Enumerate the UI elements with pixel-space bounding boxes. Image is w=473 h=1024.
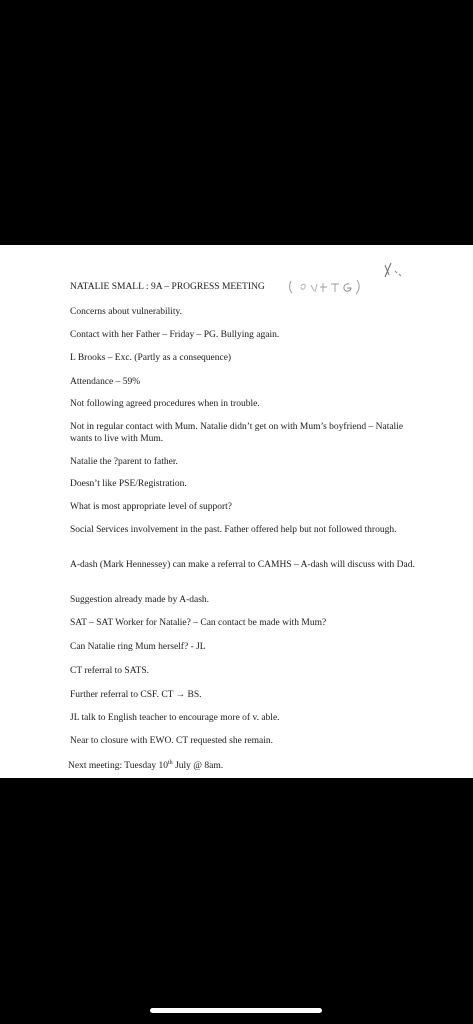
next-meeting-ordinal: th	[168, 760, 173, 766]
note-line: Further referral to CSF. CT → BS.	[70, 690, 202, 700]
note-line: What is most appropriate level of support?	[70, 502, 232, 512]
note-line: Can Natalie ring Mum herself? - JL	[70, 642, 206, 652]
note-line: SAT – SAT Worker for Natalie? – Can contact be made with Mum?	[70, 618, 327, 628]
document-title: NATALIE SMALL : 9A – PROGRESS MEETING	[70, 282, 265, 292]
next-meeting-line	[68, 757, 413, 772]
home-indicator[interactable]	[150, 1008, 322, 1013]
top-black-bar	[0, 0, 473, 245]
note-line: Near to closure with EWO. CT requested she remain.	[70, 736, 273, 746]
note-line: Not following agreed procedures when in trouble.	[70, 399, 260, 409]
note-line: JL talk to English teacher to encourage more of v. able.	[70, 713, 280, 723]
note-line: L Brooks – Exc. (Partly as a consequence)	[70, 353, 232, 363]
document-page	[0, 245, 473, 778]
handwritten-mark	[381, 259, 405, 281]
handwritten-scribble	[287, 275, 362, 297]
next-meeting-prefix: Next meeting: Tuesday 10	[68, 761, 169, 772]
note-line: Doesn’t like PSE/Registration.	[70, 479, 187, 489]
next-meeting-suffix: July @ 8am.	[172, 761, 224, 772]
note-line: Not in regular contact with Mum. Natalie didn’t get on with Mum’s boyfriend – Natalie wants to live with Mum.	[70, 422, 404, 444]
note-line: Concerns about vulnerability.	[70, 307, 183, 317]
note-line: A-dash (Mark Hennessey) can make a referral to CAMHS – A-dash will discuss with Dad.	[70, 560, 415, 570]
note-line: Attendance – 59%	[70, 377, 141, 387]
note-line: Natalie the ?parent to father.	[70, 457, 178, 467]
bottom-black-bar	[0, 778, 473, 1024]
note-line: Contact with her Father – Friday – PG. Bullying again.	[70, 330, 280, 340]
note-line: CT referral to SATS.	[70, 666, 149, 676]
note-line: Suggestion already made by A-dash.	[70, 595, 210, 605]
note-line: Social Services involvement in the past. Father offered help but not followed through.	[70, 525, 397, 535]
